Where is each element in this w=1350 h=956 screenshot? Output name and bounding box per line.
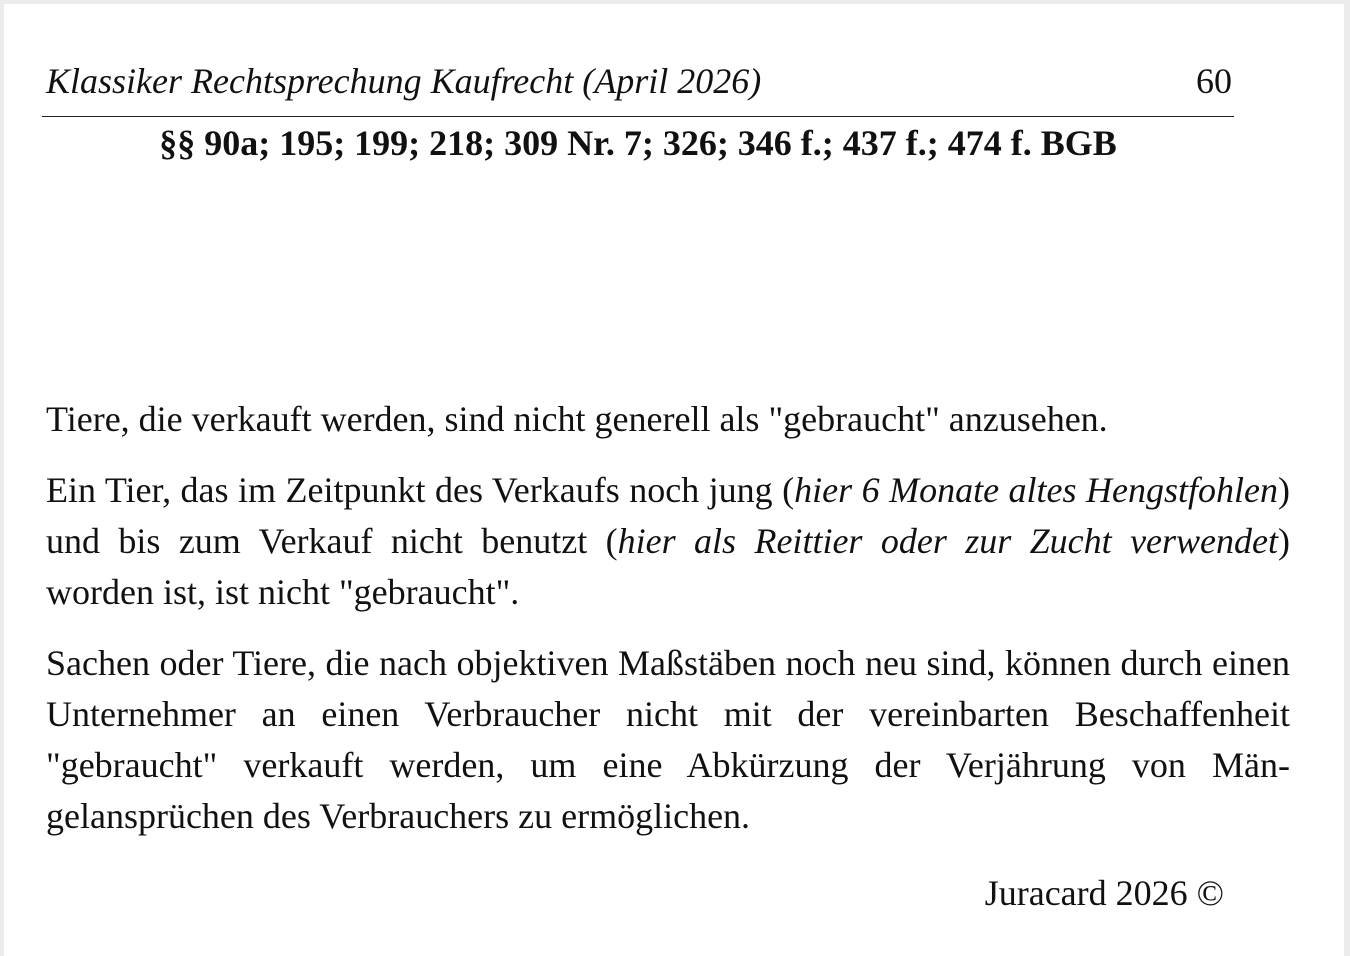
document-page xyxy=(4,4,1344,956)
body-text xyxy=(46,394,1290,862)
paragraph-1: Tiere, die verkauft werden, sind nicht generell als "gebraucht" anzusehen. xyxy=(46,399,1108,439)
paragraph-2-text-2: ) und bis zum Verkauf nicht benutzt ( xyxy=(46,470,1291,561)
paragraph-2-text-3: ) worden ist, ist nicht "gebraucht". xyxy=(46,521,1291,612)
paragraph-2-text-1: Ein Tier, das im Zeitpunkt des Verkaufs noch jung ( xyxy=(46,470,795,510)
paragraph-2 xyxy=(46,465,1290,618)
page-header xyxy=(42,60,1234,117)
paragraph-3: Sachen oder Tiere, die nach objektiven Maßstäben noch neu sind, können durch einen Unternehmer an einen Verbraucher nicht mit der vereinbarten Beschaffenheit "gebraucht" verkauft werden, um eine Abkürzung der Verjährung von Mängelansprüchen des Verbrauchers zu ermöglichen. xyxy=(46,643,1290,836)
norm-references: §§ 90a; 195; 199; 218; 309 Nr. 7; 326; 346 f.; 437 f.; 474 f. BGB xyxy=(159,123,1117,163)
paragraph-2-italic-2: hier als Reittier oder zur Zucht verwendet xyxy=(617,521,1279,561)
paragraph-2-italic-1: hier 6 Monate altes Hengstfohlen xyxy=(794,470,1279,510)
page-number: 60 xyxy=(1196,61,1232,101)
header-title: Klassiker Rechtsprechung Kaufrecht (April 2026) xyxy=(46,61,762,101)
copyright-footer: Juracard 2026 © xyxy=(984,873,1224,913)
